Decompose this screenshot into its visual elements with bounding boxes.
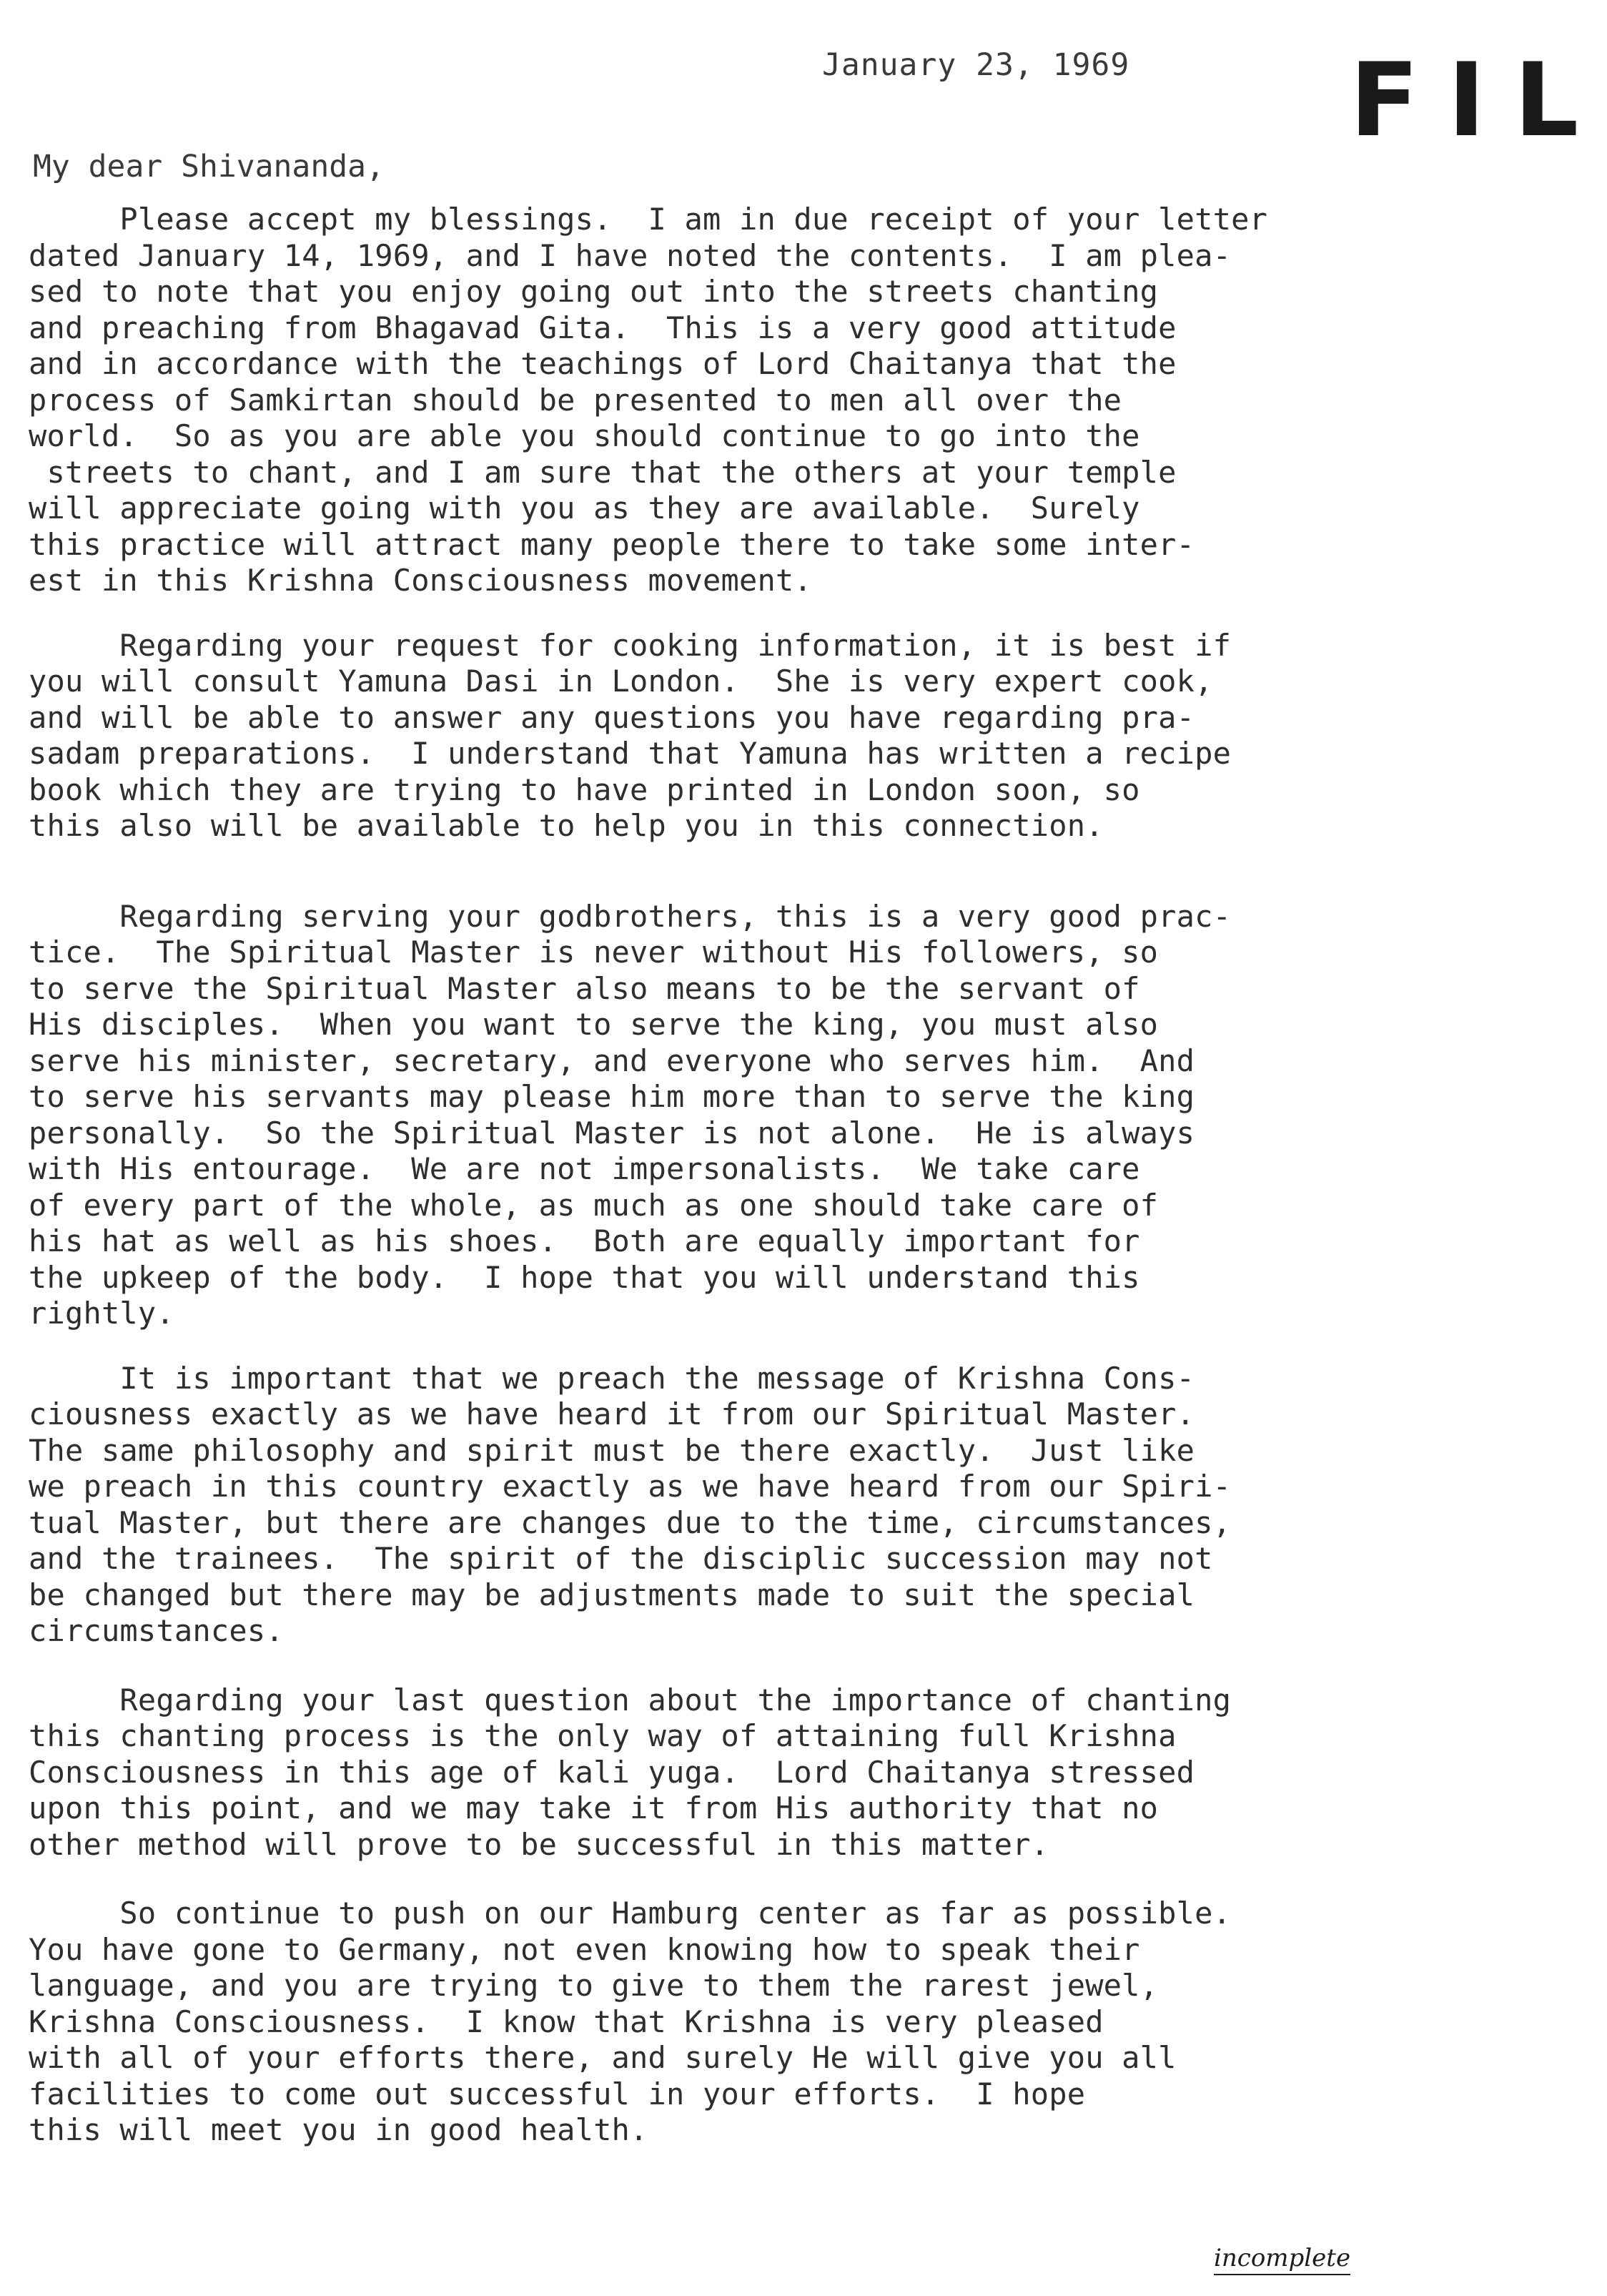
text-line: you will consult Yamuna Dasi in London. She is very expert cook,	[29, 664, 1213, 699]
text-line: ciousness exactly as we have heard it from our Spiritual Master.	[29, 1396, 1195, 1432]
text-line: his hat as well as his shoes. Both are equally important for	[29, 1223, 1140, 1258]
text-line: to serve the Spiritual Master also means to be the servant of	[29, 970, 1140, 1006]
text-line: process of Samkirtan should be presented to men all over the	[29, 382, 1122, 418]
text-line: upon this point, and we may take it from His authority that no	[29, 1790, 1159, 1826]
text-line: It is important that we preach the message of Krishna Cons-	[29, 1360, 1195, 1396]
text-line: to serve his servants may please him more than to serve the king	[29, 1079, 1195, 1114]
text-line: book which they are trying to have printed in London soon, so	[29, 772, 1140, 807]
text-line: Regarding serving your godbrothers, this is a very good prac-	[29, 898, 1232, 934]
text-line: sadam preparations. I understand that Yamuna has written a recipe	[29, 736, 1232, 771]
file-stamp: FIL	[1350, 41, 1607, 159]
text-line: Consciousness in this age of kali yuga. Lord Chaitanya stressed	[29, 1754, 1195, 1790]
letter-body	[29, 202, 1537, 2186]
text-line: tice. The Spiritual Master is never without His followers, so	[29, 935, 1159, 970]
text-line: Please accept my blessings. I am in due receipt of your letter	[29, 202, 1268, 237]
text-line: and in accordance with the teachings of Lord Chaitanya that the	[29, 346, 1177, 381]
text-line: So continue to push on our Hamburg center as far as possible.	[29, 1896, 1232, 1931]
text-line: facilities to come out successful in your efforts. I hope	[29, 2076, 1086, 2112]
text-line: be changed but there may be adjustments made to suit the special	[29, 1577, 1195, 1612]
text-line: and the trainees. The spirit of the disciplic succession may not	[29, 1541, 1213, 1576]
text-line: dated January 14, 1969, and I have noted the contents. I am plea-	[29, 237, 1232, 273]
text-line: Regarding your last question about the importance of chanting	[29, 1682, 1232, 1718]
text-line: est in this Krishna Consciousness movement.	[29, 563, 812, 598]
text-line: of every part of the whole, as much as one should take care of	[29, 1187, 1159, 1223]
text-line: personally. So the Spiritual Master is not alone. He is always	[29, 1115, 1195, 1151]
text-line: rightly.	[29, 1296, 174, 1331]
text-line: The same philosophy and spirit must be there exactly. Just like	[29, 1432, 1195, 1468]
text-line: with all of your efforts there, and surely He will give you all	[29, 2040, 1177, 2075]
paragraph	[29, 899, 1537, 1332]
text-line: this will meet you in good health.	[29, 2112, 648, 2147]
text-line: the upkeep of the body. I hope that you will understand this	[29, 1259, 1140, 1295]
text-line: world. So as you are able you should continue to go into the	[29, 418, 1140, 453]
text-line: this also will be available to help you in this connection.	[29, 808, 1104, 843]
text-line: other method will prove to be successful in this matter.	[29, 1826, 1049, 1862]
text-line: language, and you are trying to give to them the rarest jewel,	[29, 1968, 1159, 2003]
text-line: streets to chant, and I am sure that the others at your temple	[29, 454, 1177, 490]
text-line: serve his minister, secretary, and everyone who serves him. And	[29, 1043, 1195, 1078]
handwritten-note: incomplete	[1214, 2244, 1350, 2275]
paragraph	[29, 1682, 1537, 1863]
text-line: sed to note that you enjoy going out into the streets chanting	[29, 274, 1159, 309]
paragraph	[29, 1361, 1537, 1650]
text-line: You have gone to Germany, not even knowing how to speak their	[29, 1931, 1140, 1967]
text-line: His disciples. When you want to serve the king, you must also	[29, 1007, 1159, 1042]
text-line: we preach in this country exactly as we have heard from our Spiri-	[29, 1469, 1232, 1504]
text-line: this chanting process is the only way of attaining full Krishna	[29, 1718, 1177, 1753]
text-line: tual Master, but there are changes due to the time, circumstances,	[29, 1504, 1232, 1540]
text-line: circumstances.	[29, 1613, 284, 1648]
letter-date: January 23, 1969	[822, 47, 1130, 83]
text-line: will appreciate going with you as they are available. Surely	[29, 491, 1140, 526]
paragraph	[29, 202, 1537, 599]
text-line: with His entourage. We are not impersonalists. We take care	[29, 1151, 1140, 1186]
paragraph	[29, 1896, 1537, 2149]
paragraph	[29, 628, 1537, 844]
salutation: My dear Shivananda,	[33, 149, 385, 184]
text-line: and preaching from Bhagavad Gita. This is a very good attitude	[29, 310, 1177, 345]
text-line: Krishna Consciousness. I know that Krishna is very pleased	[29, 2004, 1104, 2039]
text-line: this practice will attract many people there to take some inter-	[29, 526, 1195, 562]
text-line: and will be able to answer any questions you have regarding pra-	[29, 699, 1195, 735]
text-line: Regarding your request for cooking information, it is best if	[29, 627, 1232, 663]
